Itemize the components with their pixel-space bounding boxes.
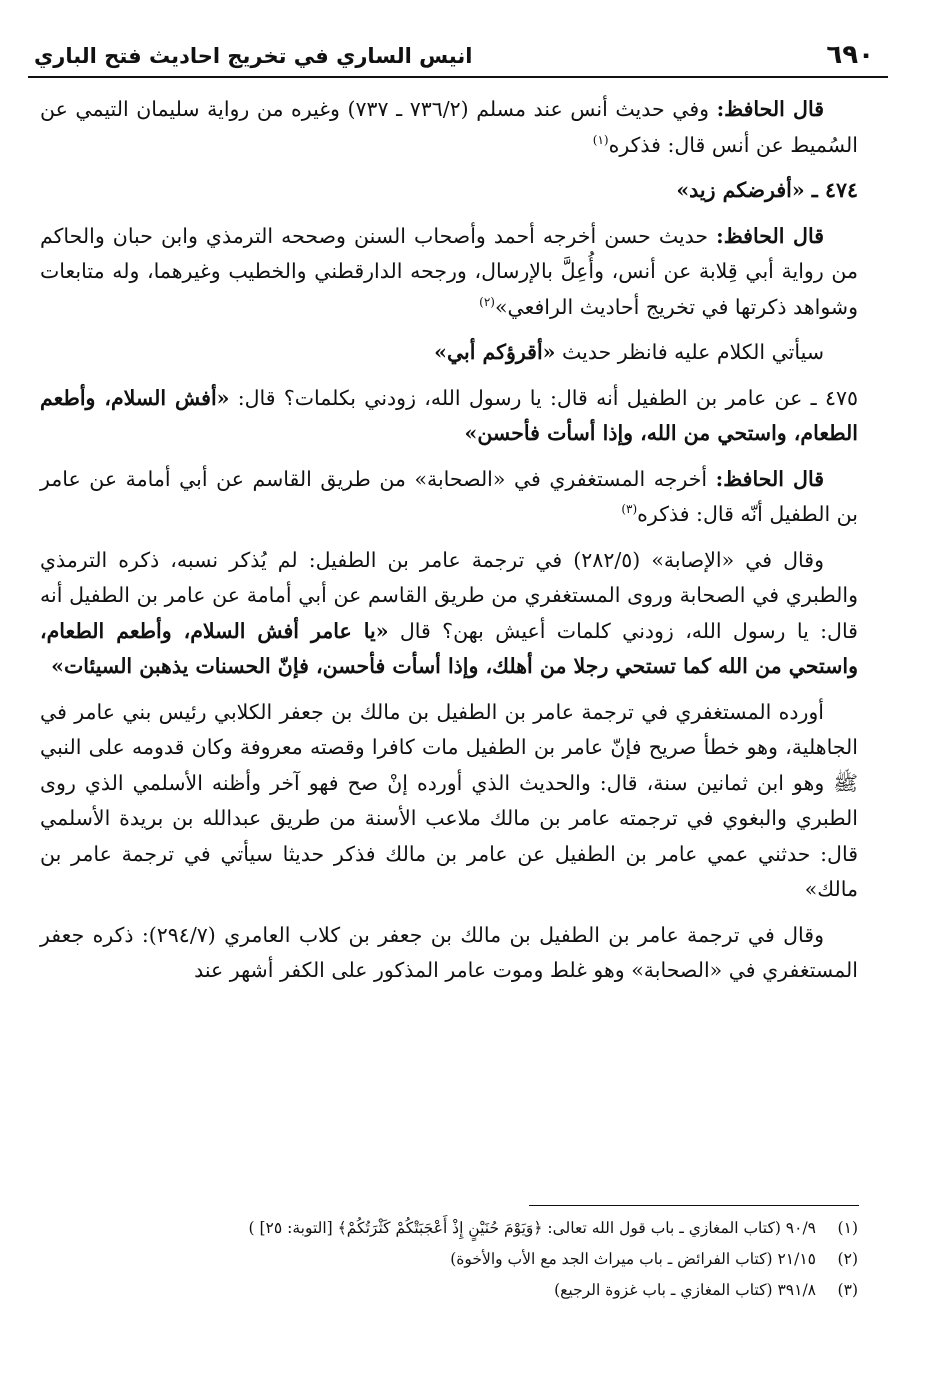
paragraph-hafiz-3 [40,462,858,533]
footnote-1 [40,1213,858,1244]
footnote-text: ٣٩١/٨ (كتاب المغازي ـ باب غزوة الرجيع) [554,1281,816,1299]
hafiz-label: قال الحافظ: [716,97,824,121]
footnote-separator [529,1205,859,1206]
paragraph-text: وفي حديث أنس عند مسلم (٧٣٦/٢ ـ ٧٣٧) وغيره من رواية سليمان التيمي عن السُميط عن أنس قال: فذكره [40,97,858,157]
paragraph-text: حديث حسن أخرجه أحمد وأصحاب السنن وصححه الترمذي وابن حبان والحاكم من رواية أبي قِلابة عن أنس، وأُعِلَّ بالإرسال، ورجحه الدارقطني والخطيب وغيرهما، وله متابعات وشواهد ذكرتها في تخريج أحاديث الرافعي» [40,223,858,319]
paragraph-text: سيأتي الكلام عليه فانظر حديث [555,340,824,364]
footnote-number: (١) [837,1219,858,1237]
footnote-text: ٩٠/٩ (كتاب المغازي ـ باب قول الله تعالى: ﴿وَيَوْمَ حُنَيْنٍ إِذْ أَعْجَبَتْكُمْ كَثْرَتُكُمْ﴾ [التوبة: ٢٥] ) [248,1219,816,1237]
hadith-heading-475 [40,381,858,452]
footnote-ref: (٢) [479,294,495,309]
footnote-ref: (١) [592,132,609,147]
footnote-3 [40,1275,858,1306]
paragraph-text: وقال في «الإصابة» (٢٨٢/٥) في ترجمة عامر بن الطفيل: لم يُذكر نسبه، ذكره الترمذي والطبري في الصحابة وروى المستغفري من طريق القاسم عن أبي أمامة عن عامر بن الطفيل أنه قال: يا رسول الله، زودني كلمات أعيش بهن؟ قال [40,547,858,643]
hadith-reference: «أقرؤكم أبي» [434,340,556,364]
hadith-intro: ٤٧٥ ـ عن عامر بن الطفيل أنه قال: يا رسول الله، زودني بكلمات؟ قال: [229,385,858,410]
hafiz-label: قال الحافظ: [716,223,825,248]
footnotes [40,1213,858,1306]
page-header [28,40,888,78]
hafiz-label: قال الحافظ: [715,466,824,491]
footnote-ref: (٣) [621,502,638,517]
paragraph-hafiz-1 [40,92,858,163]
paragraph-see-also [40,335,858,371]
paragraph-hafiz-2 [40,219,858,326]
footnote-number: (٢) [837,1250,858,1268]
running-title: انيس الساري في تخريج احاديث فتح الباري [34,44,473,68]
footnote-text: ٢١/١٥ (كتاب الفرائض ـ باب ميراث الجد مع الأب والأخوة) [450,1250,816,1268]
main-text [40,92,858,999]
page-number: ٦٩٠ [826,40,874,70]
footnote-2 [40,1244,858,1275]
paragraph-amiri: وقال في ترجمة عامر بن الطفيل بن مالك بن جعفر بن كلاب العامري (٢٩٤/٧): ذكره جعفر المستغفري في «الصحابة» وهو غلط وموت عامر المذكور على الكفر أشهر عند [40,922,858,982]
hadith-heading-474: ٤٧٤ ـ «أفرضكم زيد» [676,178,858,202]
hadith-matn: «أفش السلام، وأطعم الطعام، واستحي من الله، وإذا أسأت فأحسن» [40,385,858,445]
paragraph-mustaghfiri: أورده المستغفري في ترجمة عامر بن الطفيل بن مالك بن جعفر الكلابي رئيس بني عامر في الجاهلية، وهو خطأ صريح فإنّ عامر بن الطفيل مات كافرا وقصته معروفة وكان قدومه على النبي ﷺ وهو ابن ثمانين سنة، قال: والحديث الذي أورده إنْ صح فهو آخر وأظنه الأسلمي الذي روى الطبري والبغوي في ترجمته عامر بن مالك ملاعب الأسنة من طريق عبدالله بن بريدة الأسلمي قال: حدثني عمي عامر بن الطفيل عن عامر بن مالك فذكر حديثا سيأتي في ترجمة عامر بن مالك» [40,699,858,901]
hadith-matn: «يا عامر أفش السلام، وأطعم الطعام، واستحي من الله كما تستحي رجلا من أهلك، وإذا أسأت فأحسن، فإنّ الحسنات يذهبن السيئات» [40,618,858,678]
paragraph-isaba [40,543,858,685]
paragraph-text: أخرجه المستغفري في «الصحابة» من طريق القاسم عن أبي أمامة عن عامر بن الطفيل أنّه قال: فذكره [40,466,858,526]
footnote-number: (٣) [837,1281,858,1299]
